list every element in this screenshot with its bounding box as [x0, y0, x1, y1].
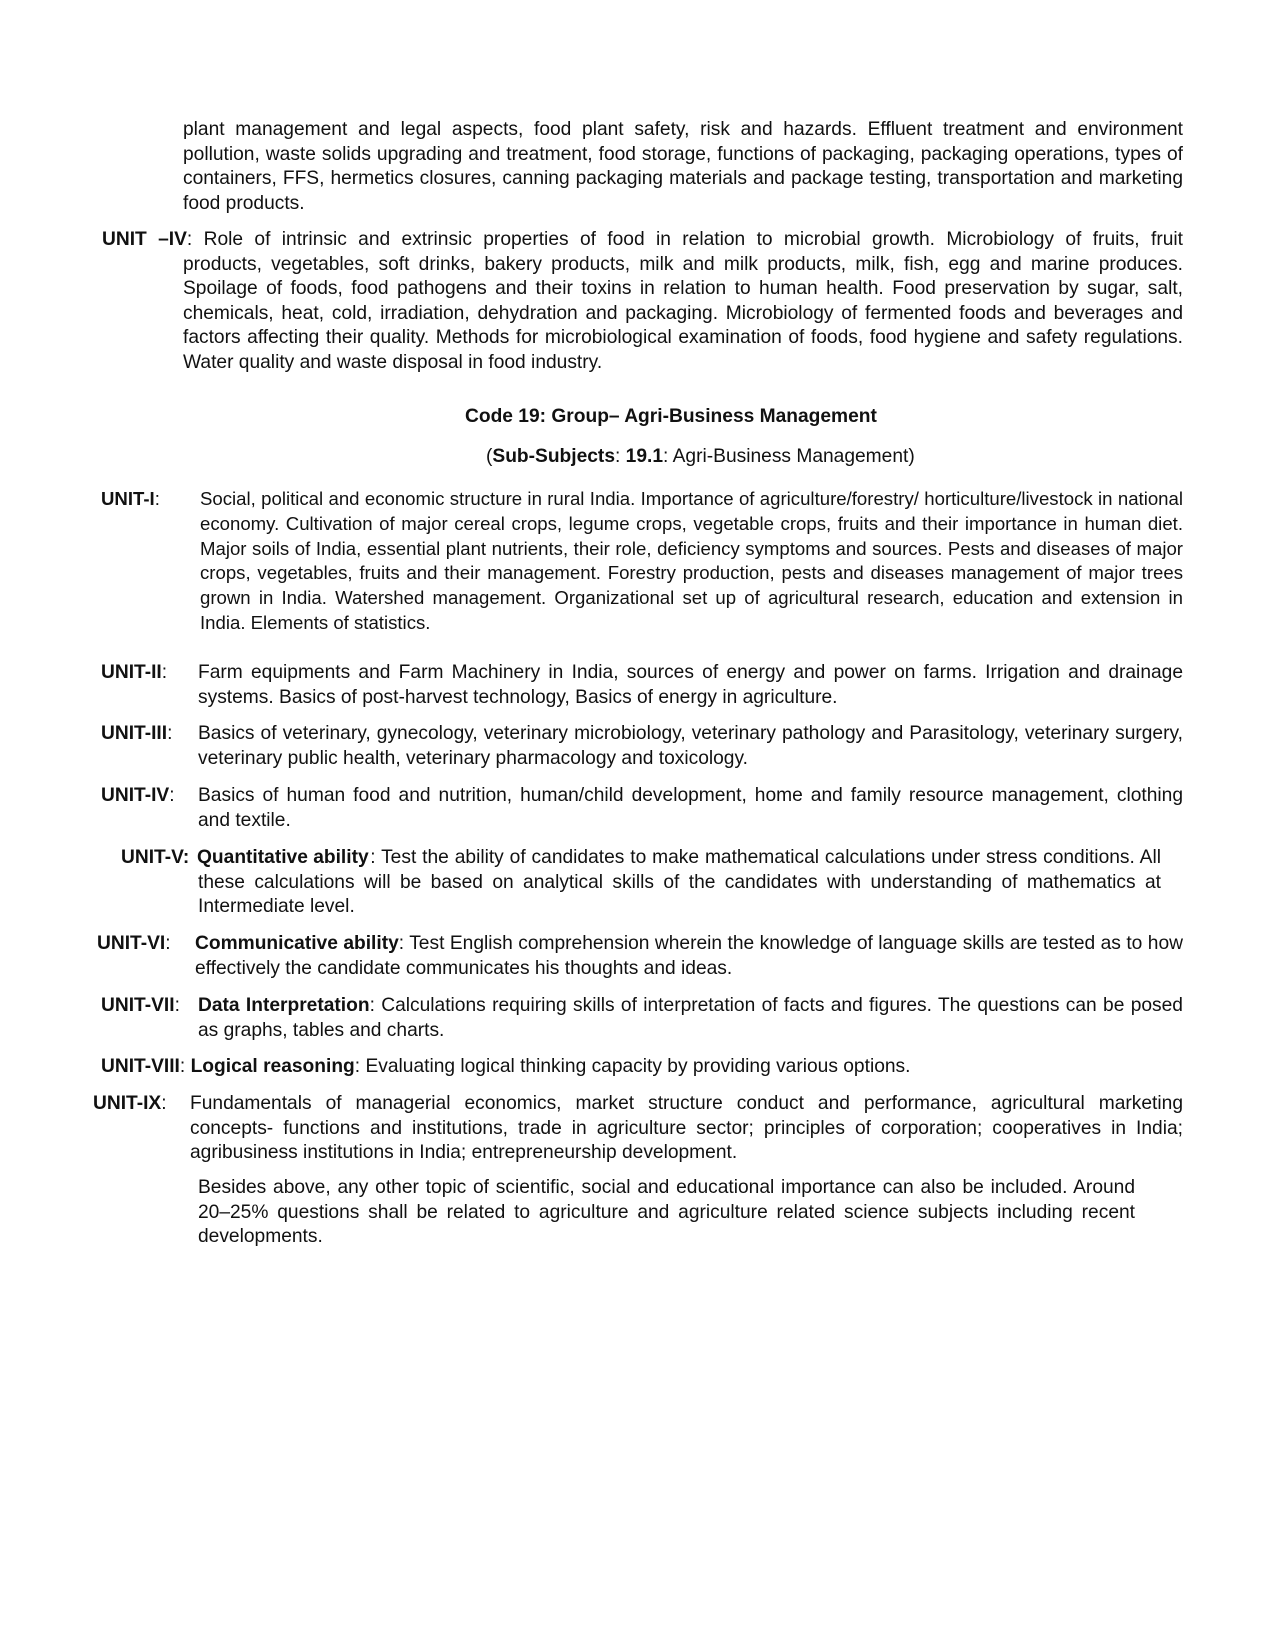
unit-8-sep: : — [179, 1056, 186, 1077]
unit-7-title: Data Interpretation — [198, 995, 370, 1016]
unit-7 — [101, 994, 1183, 1044]
section-heading: Code 19: Group– Agri-Business Management — [465, 406, 877, 427]
unit-3-text: Basics of veterinary, gynecology, veterinary microbiology, veterinary pathology and Parasitology, veterinary surgery, veterinary public health, veterinary pharmacology and toxicology. — [198, 723, 1183, 769]
unit-6 — [97, 932, 1183, 982]
unit-5-label: UNIT-V: — [121, 847, 190, 868]
sub-subjects-code: 19.1 — [625, 446, 664, 467]
unit-5-text: : Test the ability of candidates to make mathematical calculations under stress conditions. All these calculations will be based on analytical skills of the candidates with understanding of mathematics at Intermediate level. — [198, 847, 1161, 918]
unit-6-text: Communicative ability: Test English comprehension wherein the knowledge of language skills are tested as to how effectively the candidate communicates his thoughts and ideas. — [195, 933, 1183, 979]
unit-1-label: UNIT-I: — [101, 488, 160, 509]
unit-3-label: UNIT-III: — [101, 723, 173, 744]
unit-6-title: Communicative ability — [195, 933, 399, 954]
sub-subjects-label: Sub-Subjects — [492, 446, 615, 467]
unit-9-text: Fundamentals of managerial economics, market structure conduct and performance, agricultural marketing concepts- functions and institutions, trade in agriculture sector; principles of corporation; cooperatives in India; agribusiness institutions in India; entrepreneurship development. — [190, 1093, 1183, 1164]
unit-8-text: : Evaluating logical thinking capacity by providing various options. — [354, 1056, 911, 1077]
unit-iv-food-label: UNIT –IV — [102, 229, 187, 250]
unit-5 — [121, 846, 1161, 921]
unit-7-text: Data Interpretation: Calculations requiring skills of interpretation of facts and figures. The questions can be posed as graphs, tables and charts. — [198, 995, 1183, 1041]
closing-paragraph: Besides above, any other topic of scientific, social and educational importance can also be included. Around 20–25% questions shall be related to agriculture and agriculture related science subjects including recent developments. — [198, 1177, 1135, 1248]
unit-9-label: UNIT-IX: — [93, 1093, 167, 1114]
unit-8-label: UNIT-VIII — [101, 1056, 180, 1077]
unit-4-label: UNIT-IV: — [101, 785, 175, 806]
sub-open: ( — [486, 446, 493, 467]
unit-iv-food-sep: : — [186, 229, 204, 250]
sub-subjects-rest: : Agri-Business Management) — [663, 446, 915, 467]
unit-2 — [101, 661, 1183, 711]
unit-3 — [101, 722, 1183, 772]
unit-6-label: UNIT-VI: — [97, 933, 171, 954]
unit-5-title: Quantitative ability — [197, 847, 369, 868]
unit-1 — [101, 487, 1183, 637]
unit-iv-food — [102, 228, 1183, 378]
unit-7-label: UNIT-VII: — [101, 995, 180, 1016]
sub-subjects-line — [486, 445, 915, 470]
unit-iv-food-first-line: Role of intrinsic and extrinsic properties of food in relation to microbial growth. Microbiology of fruits, fruit — [203, 229, 1183, 250]
unit-9 — [93, 1092, 1183, 1167]
unit-1-text: Social, political and economic structure in rural India. Importance of agriculture/forestry/ horticulture/livestock in national economy. Cultivation of major cereal crops, legume crops, vegetable crops, fruits and their importance in human diet. Major soils of India, essential plant nutrients, their role, deficiency symptoms and sources. Pests and diseases of major crops, vegetables, fruits and their management. Forestry production, pests and diseases management of major trees grown in India. Watershed management. Organizational set up of agricultural research, education and extension in India. Elements of statistics. — [200, 488, 1183, 633]
intro-paragraph: plant management and legal aspects, food plant safety, risk and hazards. Effluent treatment and environment pollution, waste solids upgrading and treatment, food storage, functions of packaging, packaging operations, types of containers, FFS, hermetics closures, canning packaging materials and package testing, transportation and marketing food products. — [183, 119, 1183, 214]
unit-4 — [101, 784, 1183, 834]
unit-8-title: Logical reasoning — [190, 1056, 355, 1077]
unit-2-label: UNIT-II: — [101, 662, 168, 683]
unit-2-text: Farm equipments and Farm Machinery in India, sources of energy and power on farms. Irrigation and drainage systems. Basics of post-harvest technology, Basics of energy in agriculture. — [198, 662, 1183, 708]
unit-4-text: Basics of human food and nutrition, human/child development, home and family resource management, clothing and textile. — [198, 785, 1183, 831]
sub-colon: : — [615, 446, 626, 467]
unit-iv-food-text: products, vegetables, soft drinks, bakery products, milk and milk products, milk, fish, egg and marine produces. Spoilage of foods, food pathogens and their toxins in relation to human health. Food preservation by sugar, salt, chemicals, heat, cold, irradiation, dehydration and packaging. Microbiology of fermented foods and beverages and factors affecting their quality. Methods for microbiological examination of foods, food hygiene and safety regulations. Water quality and waste disposal in food industry. — [183, 253, 1183, 373]
unit-8 — [101, 1055, 1183, 1081]
